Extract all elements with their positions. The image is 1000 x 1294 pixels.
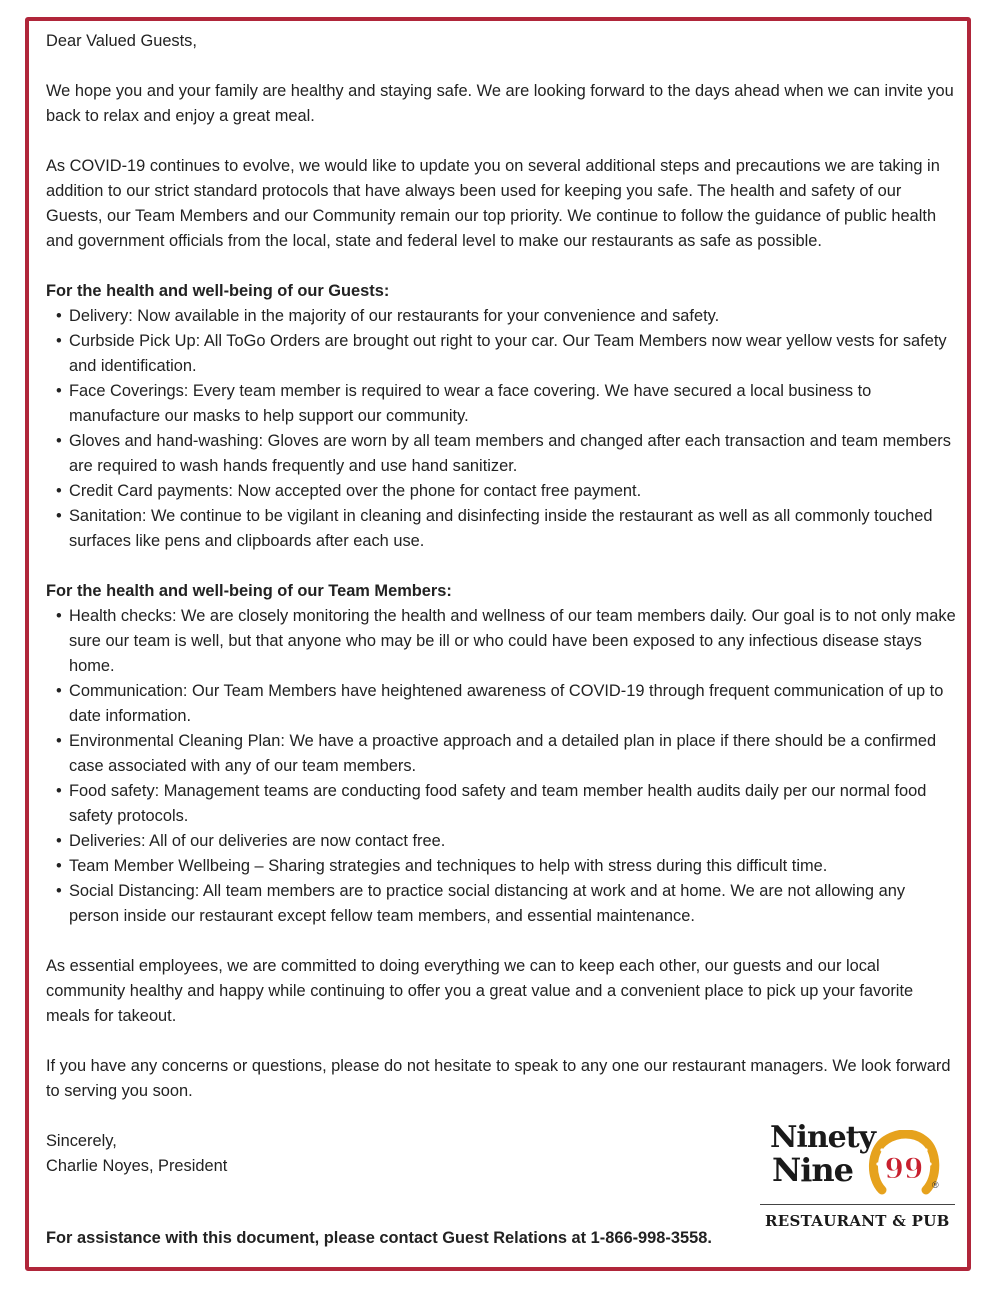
intro-paragraph-1: We hope you and your family are healthy and staying safe. We are looking forward to the days ahead when we can invite you back to relax and enjoy a great meal. bbox=[46, 82, 954, 125]
greeting: Dear Valued Guests, bbox=[46, 32, 197, 50]
guests-heading: For the health and well-being of our Guests: bbox=[46, 282, 390, 300]
team-heading: For the health and well-being of our Team Members: bbox=[46, 582, 452, 600]
logo-tagline: RESTAURANT & PUB bbox=[765, 1212, 950, 1230]
list-item: • Delivery: Now available in the majority of our restaurants for your convenience and safety. bbox=[46, 304, 958, 329]
logo-number: 99 bbox=[884, 1152, 924, 1185]
logo-word-ninety: Ninety bbox=[770, 1120, 876, 1155]
list-item: • Social Distancing: All team members are to practice social distancing at work and at home. We are not allowing any person inside our restaurant except fellow team members, and essential maintenance. bbox=[46, 879, 958, 929]
list-item: • Environmental Cleaning Plan: We have a proactive approach and a detailed plan in place if there should be a confirmed case associated with any of our team members. bbox=[46, 729, 958, 779]
team-list bbox=[46, 604, 958, 929]
list-item: • Face Coverings: Every team member is required to wear a face covering. We have secured a local business to manufacture our masks to help support our community. bbox=[46, 379, 958, 429]
list-item: • Food safety: Management teams are conducting food safety and team member health audits daily per our normal food safety protocols. bbox=[46, 779, 958, 829]
sincerely: Sincerely, bbox=[46, 1132, 117, 1150]
list-item: • Gloves and hand-washing: Gloves are worn by all team members and changed after each transaction and team members are required to wash hands frequently and use hand sanitizer. bbox=[46, 429, 958, 479]
logo-divider bbox=[760, 1204, 955, 1205]
closing-paragraph-1: As essential employees, we are committed to doing everything we can to keep each other, our guests and our local community healthy and happy while continuing to offer you a great value and a convenient place to pick up your favorite meals for takeout. bbox=[46, 957, 914, 1025]
list-item: • Team Member Wellbeing – Sharing strategies and techniques to help with stress during this difficult time. bbox=[46, 854, 958, 879]
registered-mark: ® bbox=[932, 1180, 939, 1190]
list-item: • Credit Card payments: Now accepted over the phone for contact free payment. bbox=[46, 479, 958, 504]
guests-list bbox=[46, 304, 958, 554]
intro-paragraph-2: As COVID-19 continues to evolve, we would like to update you on several additional steps and precautions we are taking in addition to our strict standard protocols that have always been used for keeping you safe. The health and safety of our Guests, our Team Members and our Community remain our top priority. We continue to follow the guidance of public health and government officials from the local, state and federal level to make our restaurants as safe as possible. bbox=[46, 157, 940, 250]
list-item: • Health checks: We are closely monitoring the health and wellness of our team members daily. Our goal is to not only make sure our team is well, but that anyone who may be ill or who could have been exposed to any infectious disease stays home. bbox=[46, 604, 958, 679]
list-item: • Communication: Our Team Members have heightened awareness of COVID-19 through frequent communication of up to date information. bbox=[46, 679, 958, 729]
list-item: • Curbside Pick Up: All ToGo Orders are brought out right to your car. Our Team Members now wear yellow vests for safety and identification. bbox=[46, 329, 958, 379]
signature: Charlie Noyes, President bbox=[46, 1157, 228, 1175]
letter-body bbox=[46, 29, 958, 1179]
horseshoe-icon bbox=[868, 1130, 940, 1198]
list-item: • Sanitation: We continue to be vigilant in cleaning and disinfecting inside the restaurant as well as all commonly touched surfaces like pens and clipboards after each use. bbox=[46, 504, 958, 554]
list-item: • Deliveries: All of our deliveries are now contact free. bbox=[46, 829, 958, 854]
closing-paragraph-2: If you have any concerns or questions, please do not hesitate to speak to any one our restaurant managers. We look forward to serving you soon. bbox=[46, 1057, 951, 1100]
logo-word-nine: Nine bbox=[772, 1151, 854, 1189]
ninety-nine-logo bbox=[760, 1120, 955, 1235]
assistance-line: For assistance with this document, please contact Guest Relations at 1-866-998-3558. bbox=[46, 1229, 712, 1247]
